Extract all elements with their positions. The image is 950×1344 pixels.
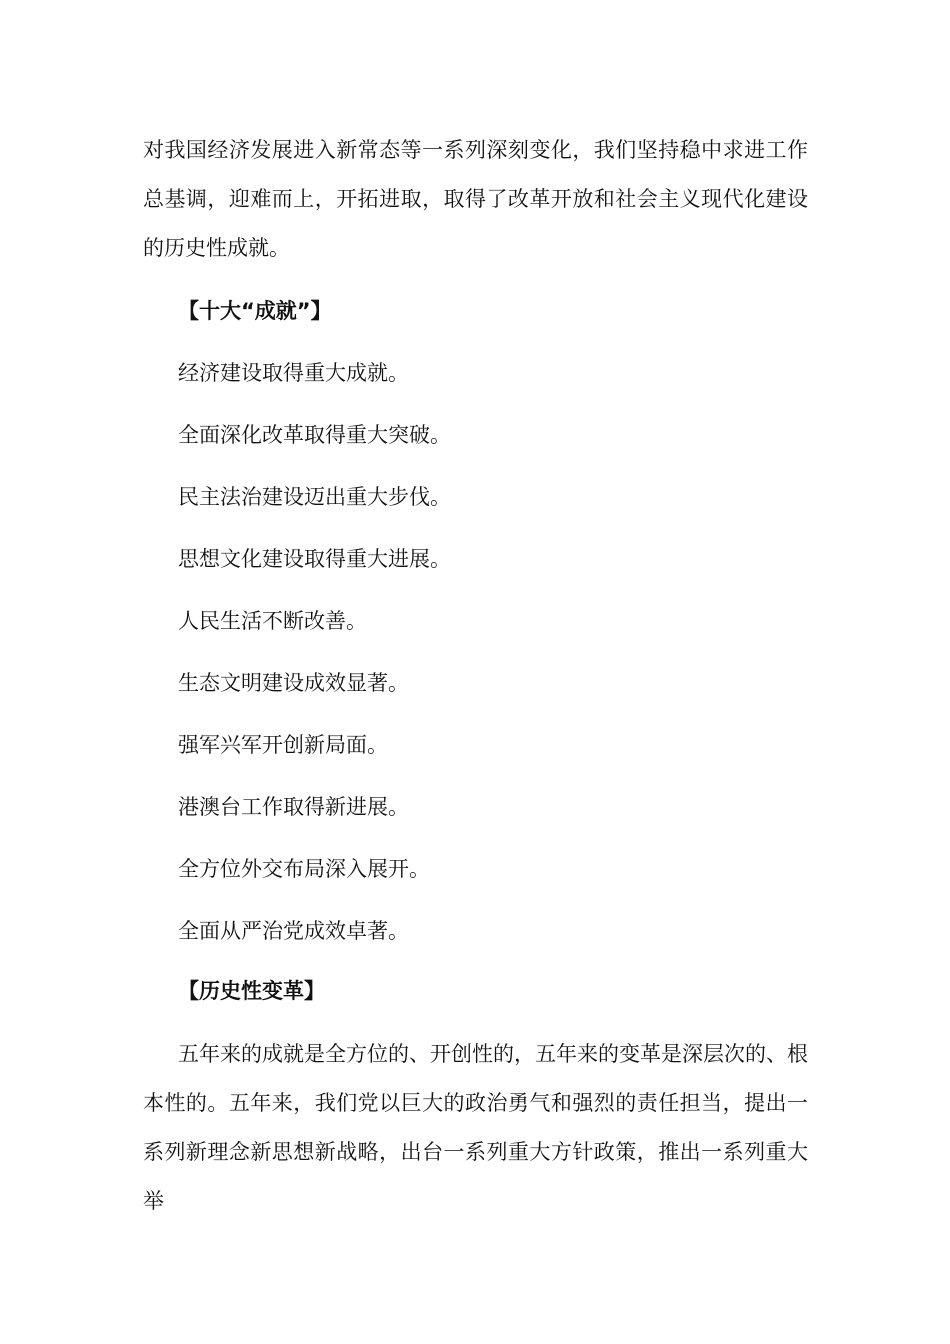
list-item: 生态文明建设成效显著。 [178,671,409,695]
list-item: 全方位外交布局深入展开。 [178,857,430,881]
list-item: 全面深化改革取得重大突破。 [178,423,451,447]
transformation-paragraph: 五年来的成就是全方位的、开创性的，五年来的变革是深层次的、根本性的。五年来，我们党以巨大的政治勇气和强烈的责任担当，提出一系列新理念新思想新战略，出台一系列重大方针政策，推出一系列重大举 [143,1042,808,1213]
list-item: 思想文化建设取得重大进展。 [178,547,451,571]
list-item: 民主法治建设迈出重大步伐。 [178,485,451,509]
section-heading-transformation: 【历史性变革】 [178,979,325,1003]
intro-paragraph: 对我国经济发展进入新常态等一系列深刻变化，我们坚持稳中求进工作总基调，迎难而上，开拓进取，取得了改革开放和社会主义现代化建设的历史性成就。 [143,138,808,260]
list-item: 人民生活不断改善。 [178,609,367,633]
section-heading-achievements: 【十大“成就”】 [178,299,332,323]
list-item: 强军兴军开创新局面。 [178,733,388,757]
list-item: 港澳台工作取得新进展。 [178,795,409,819]
list-item: 经济建设取得重大成就。 [178,361,409,385]
list-item: 全面从严治党成效卓著。 [178,919,409,943]
